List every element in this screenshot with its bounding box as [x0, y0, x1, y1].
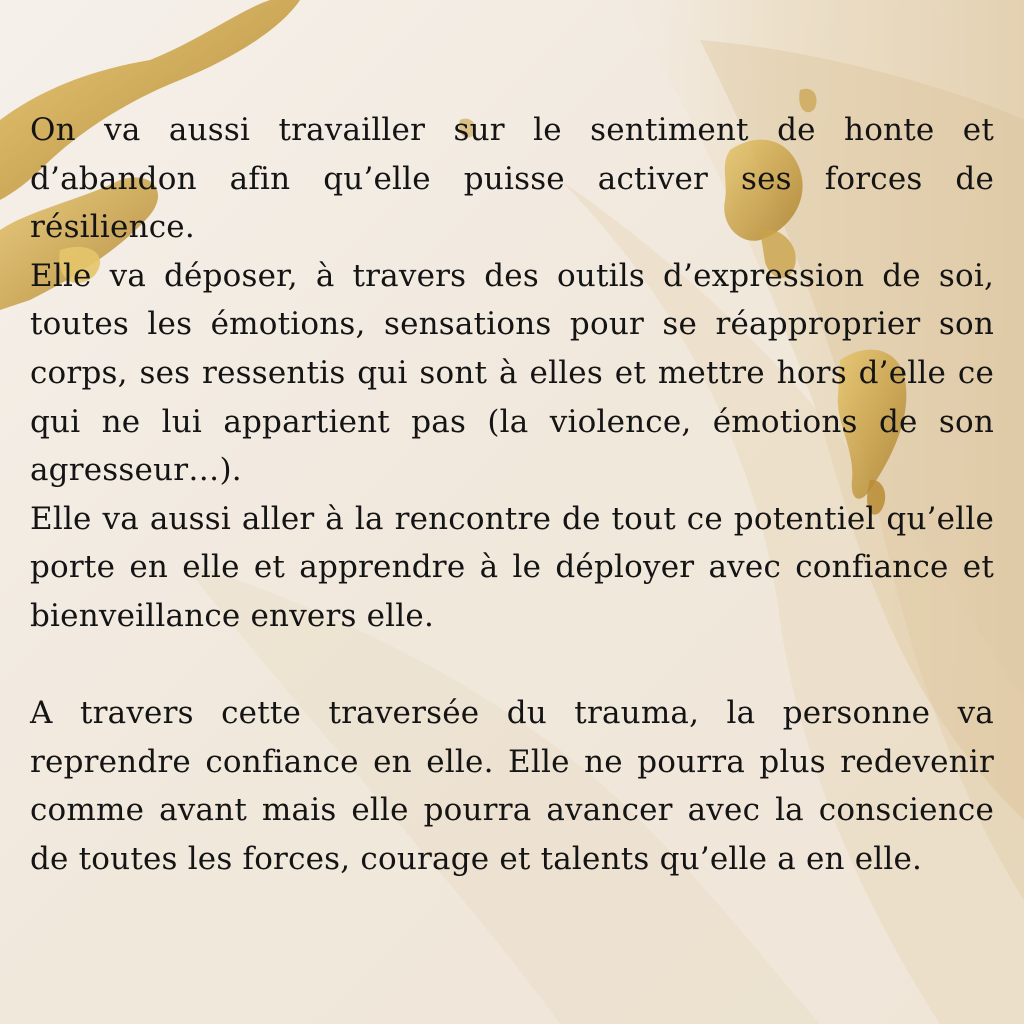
paragraph-traversee-trauma: A travers cette traversée du trauma, la personne va reprendre confiance en elle. Elle ne pourra plus redevenir comme avant mais elle pourra avancer avec la conscience de toutes les forces, courage et talents qu’elle a en elle. — [30, 695, 994, 877]
paragraph-spacer — [30, 641, 994, 690]
paragraph-expression-de-soi: Elle va déposer, à travers des outils d’expression de soi, toutes les émotions, sensations pour se réapproprier son corps, ses ressentis qui sont à elles et mettre hors d’elle ce qui ne lui appartient pas (la violence, émotions de son agresseur…). — [30, 257, 994, 489]
body-text — [30, 106, 994, 884]
paragraph-potentiel: Elle va aussi aller à la rencontre de tout ce potentiel qu’elle porte en elle et apprendre à le déployer avec confiance et bienveillance envers elle. — [30, 500, 994, 634]
paragraph-honte-abandon: On va aussi travailler sur le sentiment de honte et d’abandon afin qu’elle puisse activer ses forces de résilience. — [30, 112, 994, 246]
